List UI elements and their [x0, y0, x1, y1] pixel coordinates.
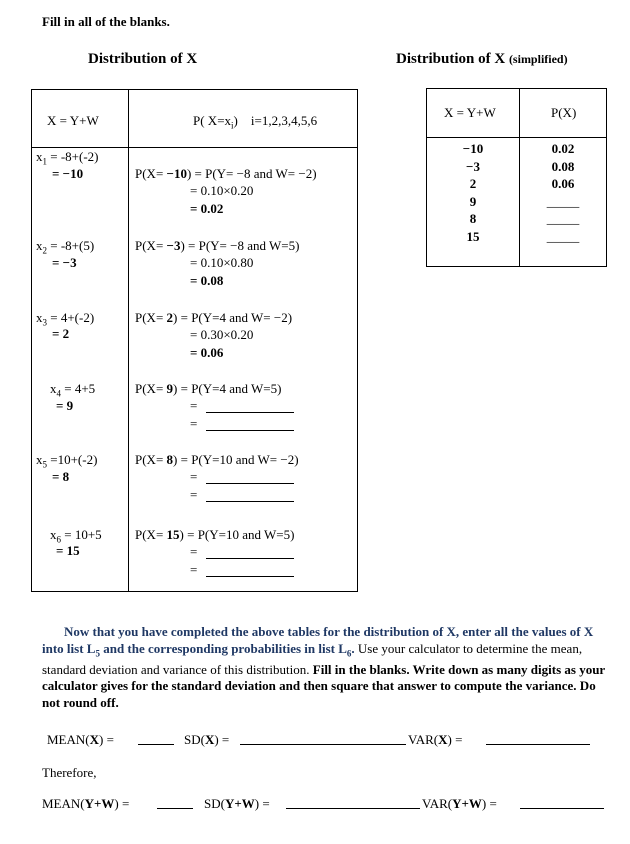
x4-value: = 9: [56, 398, 74, 413]
p6-line3: =: [190, 562, 198, 577]
right-p-blank[interactable]: _____: [546, 228, 580, 244]
p3-line1: P(X= 2) = P(Y=4 and W= −2): [135, 310, 293, 325]
p3-line2: = 0.30×0.20: [190, 327, 254, 342]
p6-line2: =: [190, 544, 198, 559]
p5-line1: P(X= 8) = P(Y=10 and W= −2): [135, 452, 299, 467]
x1-expression: $x_1 = -8+(-2)$: [36, 149, 99, 167]
right-col1-header: X = Y+W: [444, 105, 496, 120]
p5-blank-1[interactable]: [206, 473, 294, 484]
p3-line3: = 0.06: [190, 345, 224, 360]
x3-expression: $x_3 = 4+(-2)$: [36, 310, 95, 328]
left-col1-header: X = Y+W: [47, 113, 99, 128]
right-p-blank[interactable]: _____: [546, 193, 580, 209]
mean-x-label: MEAN(X) =: [47, 732, 114, 747]
x2-value: = −3: [52, 255, 77, 270]
instructions-paragraph: Now that you have completed the above tables for the distribution of X, enter all the values of X into list $L_5$ and the corresponding probabilities in list $L_6$. Use your calculator to determine the mean, standard deviation and variance of this distribution. Fill in the blanks. Write down as many digits as your calculator gives for the standard deviation and then square that answer to compute the variance. Do not round off.: [42, 624, 605, 710]
p1-line2: = 0.10×0.20: [190, 183, 254, 198]
var-yw-blank[interactable]: [520, 798, 604, 809]
var-yw-label: VAR(Y+W) =: [422, 796, 497, 811]
right-x-value: 8: [469, 211, 477, 226]
p2-line2: = 0.10×0.80: [190, 255, 254, 270]
p5-line3: =: [190, 487, 198, 502]
sd-yw-blank[interactable]: [286, 798, 420, 809]
right-col2-header: P(X): [551, 105, 577, 120]
p4-blank-2[interactable]: [206, 420, 294, 431]
x5-expression: $x_5 =10+(-2)$: [36, 452, 98, 470]
x6-value: = 15: [56, 543, 80, 558]
right-x-value: 15: [466, 228, 480, 244]
p6-line1: P(X= 15) = P(Y=10 and W=5): [135, 527, 295, 542]
x6-expression: $x_6 = 10+5$: [50, 527, 102, 545]
sd-x-blank[interactable]: [240, 734, 406, 745]
mean-yw-blank[interactable]: [157, 798, 193, 809]
p1-line3: = 0.02: [190, 201, 224, 216]
p4-line1: P(X= 9) = P(Y=4 and W=5): [135, 381, 282, 396]
p4-blank-1[interactable]: [206, 402, 294, 413]
right-x-value: 2: [469, 176, 477, 191]
right-p-value: 0.02: [551, 141, 575, 156]
right-x-values: [426, 140, 520, 245]
right-x-value: −10: [462, 141, 484, 156]
var-x-blank[interactable]: [486, 734, 590, 745]
sd-yw-label: SD(Y+W) =: [204, 796, 270, 811]
x2-expression: $x_2 = -8+(5)$: [36, 238, 95, 256]
p6-blank-2[interactable]: [206, 566, 294, 577]
sd-x-label: SD(X) =: [184, 732, 230, 747]
instruction: Fill in all of the blanks.: [42, 14, 170, 29]
p4-line3: =: [190, 416, 198, 431]
right-x-value: 9: [469, 193, 477, 209]
right-p-value: 0.08: [551, 158, 575, 174]
right-title: Distribution of X (simplified): [396, 51, 568, 67]
x5-value: = 8: [52, 469, 70, 484]
p4-line2: =: [190, 398, 198, 413]
therefore-text: Therefore,: [42, 765, 97, 780]
p2-line1: P(X= −3) = P(Y= −8 and W=5): [135, 238, 300, 253]
var-x-label: VAR(X) =: [408, 732, 463, 747]
right-p-blank[interactable]: _____: [546, 211, 580, 226]
left-title: Distribution of X: [88, 51, 198, 67]
x1-value: = −10: [52, 166, 84, 181]
mean-x-blank[interactable]: [138, 734, 174, 745]
x3-value: = 2: [52, 326, 70, 341]
p2-line3: = 0.08: [190, 273, 224, 288]
x4-expression: $x_4 = 4+5$: [50, 381, 96, 399]
left-col2-header: P( $X=x_i$) i=1,2,3,4,5,6: [193, 113, 318, 131]
right-x-value: −3: [466, 158, 480, 174]
p5-blank-2[interactable]: [206, 491, 294, 502]
p1-line1: P(X= −10) = P(Y= −8 and W= −2): [135, 166, 317, 181]
p5-line2: =: [190, 469, 198, 484]
mean-yw-label: MEAN(Y+W) =: [42, 796, 130, 811]
right-p-values: [520, 140, 606, 245]
p6-blank-1[interactable]: [206, 548, 294, 559]
right-p-value: 0.06: [551, 176, 575, 191]
